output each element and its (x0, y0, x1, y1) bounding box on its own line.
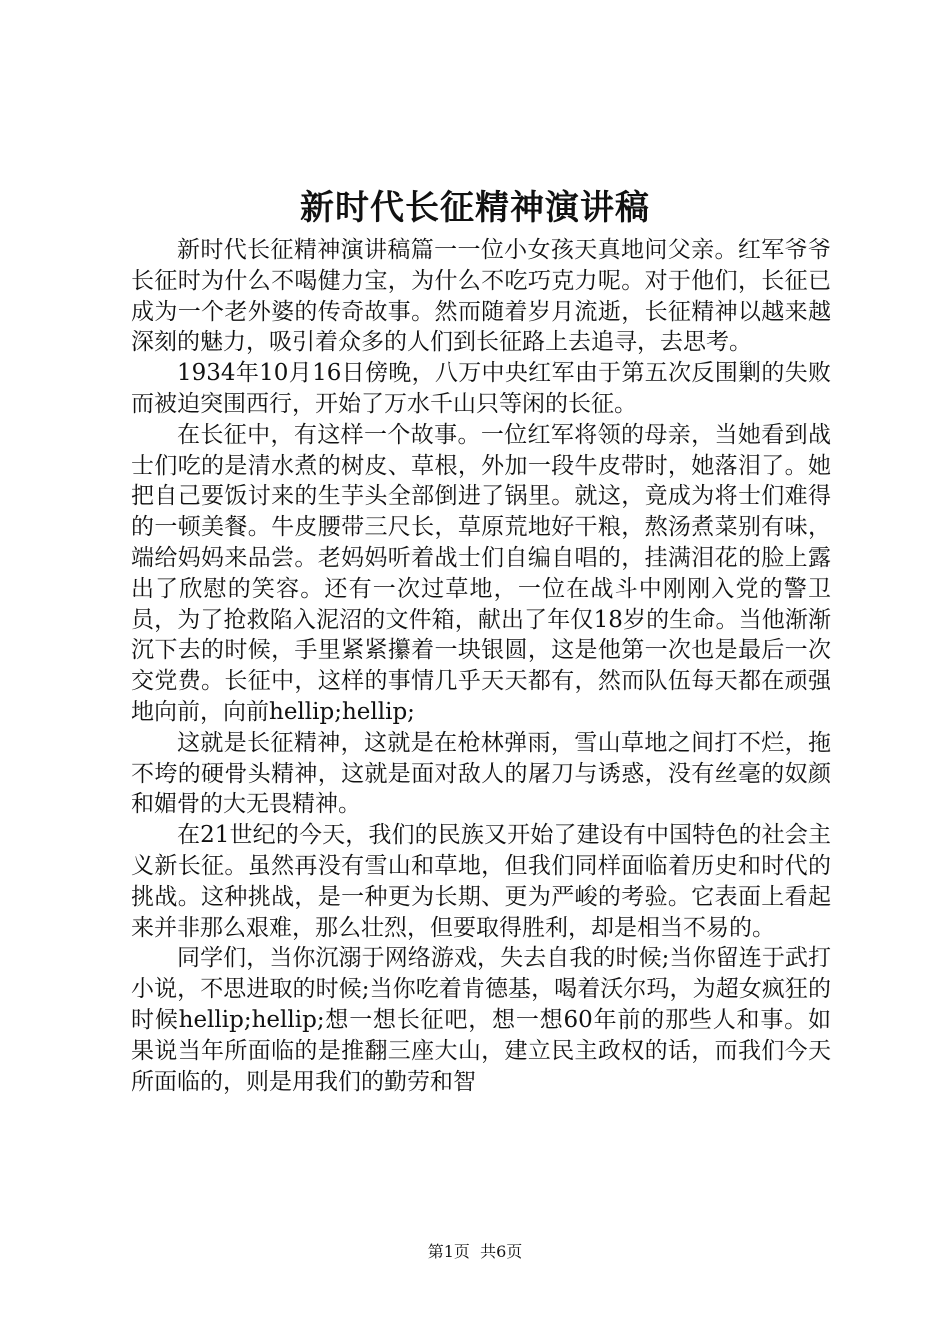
page-total: 共6页 (480, 1242, 523, 1261)
paragraph: 1934年10月16日傍晚，八万中央红军由于第五次反围剿的失败而被迫突围西行，开始了万水千山只等闲的长征。 (131, 360, 831, 417)
footer-spacer (470, 1242, 480, 1261)
page-number: 第1页 (427, 1242, 470, 1261)
paragraph: 这就是长征精神，这就是在枪林弹雨，雪山草地之间打不烂，拖不垮的硬骨头精神，这就是面对敌人的屠刀与诱惑，没有丝毫的奴颜和媚骨的大无畏精神。 (131, 729, 831, 818)
paragraph: 新时代长征精神演讲稿篇一一位小女孩天真地问父亲。红军爷爷长征时为什么不喝健力宝，为什么不吃巧克力呢。对于他们，长征已成为一个老外婆的传奇故事。然而随着岁月流逝，长征精神以越来越深刻的魅力，吸引着众多的人们到长征路上去追寻，去思考。 (131, 237, 831, 356)
paragraph: 在21世纪的今天，我们的民族又开始了建设有中国特色的社会主义新长征。虽然再没有雪山和草地，但我们同样面临着历史和时代的挑战。这种挑战，是一种更为长期、更为严峻的考验。它表面上看起来并非那么艰难，那么壮烈，但要取得胜利，却是相当不易的。 (131, 822, 831, 941)
document-body (131, 235, 831, 1097)
document-title: 新时代长征精神演讲稿 (300, 188, 650, 228)
paragraph: 同学们，当你沉溺于网络游戏，失去自我的时候;当你留连于武打小说，不思进取的时候;当你吃着肯德基，喝着沃尔玛，为超女疯狂的时候hellip;hellip;想一想长征吧，想一想60年前的那些人和事。如果说当年所面临的是推翻三座大山，建立民主政权的话，而我们今天所面临的，则是用我们的勤劳和智 (131, 945, 831, 1095)
paragraph: 在长征中，有这样一个故事。一位红军将领的母亲，当她看到战士们吃的是清水煮的树皮、草根，外加一段牛皮带时，她落泪了。她把自己要饭讨来的生芋头全部倒进了锅里。就这，竟成为将士们难得的一顿美餐。牛皮腰带三尺长，草原荒地好干粮，熬汤煮菜别有味，端给妈妈来品尝。老妈妈听着战士们自编自唱的，挂满泪花的脸上露出了欣慰的笑容。还有一次过草地，一位在战斗中刚刚入党的警卫员，为了抢救陷入泥沼的文件箱，献出了年仅18岁的生命。当他渐渐沉下去的时候，手里紧紧攥着一块银圆，这是他第一次也是最后一次交党费。长征中，这样的事情几乎天天都有，然而队伍每天都在顽强地向前，向前hellip;hellip; (131, 421, 831, 725)
page-footer (0, 1241, 950, 1263)
